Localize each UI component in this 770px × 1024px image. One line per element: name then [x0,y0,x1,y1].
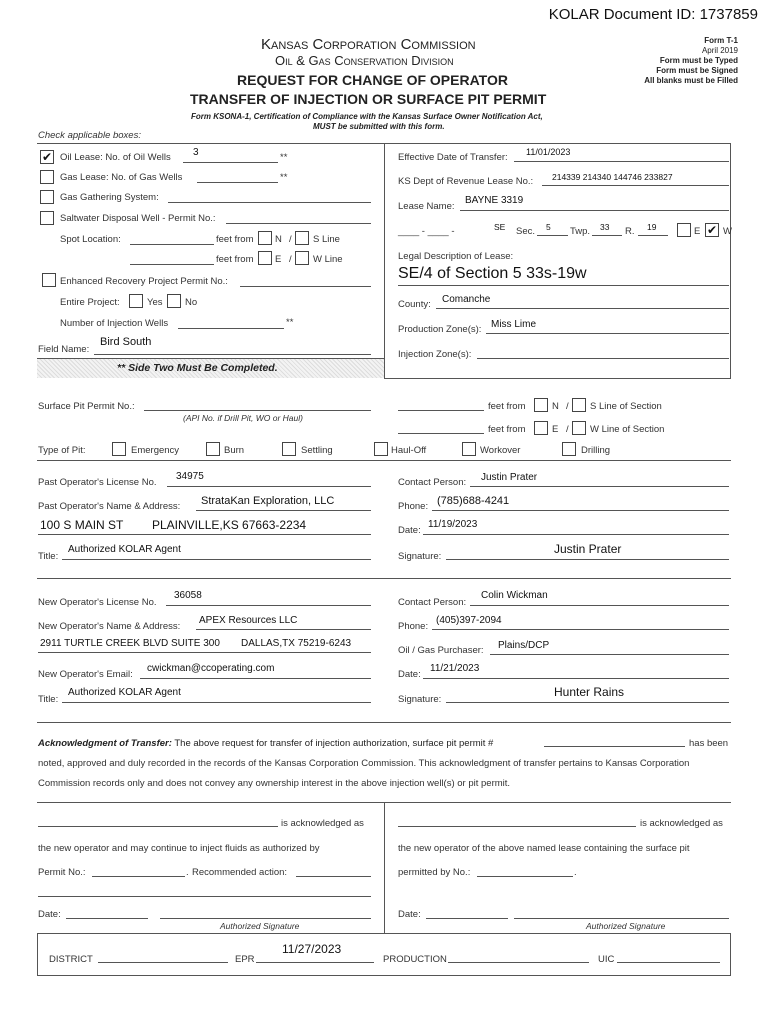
new-signature-label: Signature: [398,694,442,705]
field-name-label: Field Name: [38,344,90,355]
past-contact-label: Contact Person: [398,477,467,488]
new-email-label: New Operator's Email: [38,669,133,680]
range-e-checkbox[interactable] [677,223,691,237]
past-contact-value[interactable]: Justin Prater [481,472,538,483]
footer-uic-label: UIC [598,954,615,965]
spot-w-checkbox[interactable] [295,251,309,265]
api-note: (API No. if Drill Pit, WO or Haul) [183,413,303,423]
gas-gathering-label: Gas Gathering System: [60,192,159,203]
location-quarters: ____ - ____ - [398,226,455,237]
past-signature-label: Signature: [398,551,442,562]
purchaser-value[interactable]: Plains/DCP [498,640,550,651]
past-address-value[interactable]: 100 S MAIN ST [40,518,124,532]
ack-text-1: The above request for transfer of injection authorization, surface pit permit # [171,738,494,749]
pit-type-hauloff-label: Haul-Off [391,445,427,456]
gas-wells-note: ** [280,172,288,183]
ack-left-date-label: Date: [38,909,61,920]
past-name-value[interactable]: StrataKan Exploration, LLC [201,495,335,507]
ack-has-been: has been [689,738,729,749]
range-w-checkbox[interactable]: ✔ [706,223,718,237]
num-injection-wells-label: Number of Injection Wells [60,318,169,329]
footer-district-label: DISTRICT [49,954,93,965]
pit-e-label: E [552,424,559,435]
frame-mid-divider [384,143,385,378]
entire-no-label: No [185,297,198,308]
past-title-label: Title: [38,551,59,562]
form-date: April 2019 [701,46,738,55]
ack-permitted-by-label: permitted by No.: [398,867,471,878]
ack-left-is-acknowledged: is acknowledged as [281,818,364,829]
past-date-value[interactable]: 11/19/2023 [428,519,478,530]
erp-checkbox[interactable] [42,273,56,287]
subtitle-line-1: Form KSONA-1, Certification of Compliance with the Kansas Surface Owner Notification Act, [191,112,543,121]
oil-lease-checkbox[interactable]: ✔ [41,150,53,164]
subtitle-line-2: MUST be submitted with this form. [313,122,445,131]
entire-no-checkbox[interactable] [167,294,181,308]
township-label: Twp. [570,226,591,237]
spot-feet-from-ew: feet from [216,254,254,265]
spot-s-label: S Line [313,234,340,245]
side-two-note: ** Side Two Must Be Completed. [117,362,278,374]
pit-s-checkbox[interactable] [572,398,586,412]
title-line-1: REQUEST FOR CHANGE OF OPERATOR [237,72,508,88]
ack-right-date-label: Date: [398,909,421,920]
check-boxes-label: Check applicable boxes: [38,130,141,141]
entire-yes-label: Yes [147,297,163,308]
agency-name: Kansas Corporation Commission [261,36,476,53]
new-city-value[interactable]: DALLAS,TX 75219-6243 [241,638,352,649]
ack-left-new-operator: the new operator and may continue to inject fluids as authorized by [38,843,320,854]
footer-production-label: PRODUCTION [383,954,447,965]
past-date-label: Date: [398,525,421,536]
legal-description-label: Legal Description of Lease: [398,251,514,262]
past-license-label: Past Operator's License No. [38,477,157,488]
footer-epr-date[interactable]: 11/27/2023 [282,942,342,956]
swd-checkbox[interactable] [40,211,54,225]
pit-type-drilling-checkbox[interactable] [562,442,576,456]
revenue-lease-value[interactable]: 214339 214340 144746 233827 [552,172,673,182]
pit-type-label: Type of Pit: [38,445,86,456]
spot-e-checkbox[interactable] [258,251,272,265]
pit-type-burn-label: Burn [224,445,245,456]
form-note-typed: Form must be Typed [659,56,738,65]
ack-left-authorized-signature: Authorized Signature [220,921,300,931]
spot-feet-from-ns: feet from [216,234,254,245]
pit-type-burn-checkbox[interactable] [206,442,220,456]
field-name-value[interactable]: Bird South [100,336,152,348]
new-title-value[interactable]: Authorized KOLAR Agent [68,687,181,698]
pit-e-checkbox[interactable] [534,421,548,435]
pit-n-checkbox[interactable] [534,398,548,412]
purchaser-label: Oil / Gas Purchaser: [398,645,484,656]
new-title-label: Title: [38,694,59,705]
new-name-value[interactable]: APEX Resources LLC [199,615,298,626]
pit-type-workover-label: Workover [480,445,521,456]
pit-type-drilling-label: Drilling [581,445,611,456]
new-contact-value[interactable]: Colin Wickman [481,590,548,601]
pit-feet-from-ns: feet from [488,401,526,412]
pit-type-settling-checkbox[interactable] [282,442,296,456]
township-value[interactable]: 33 [600,222,610,232]
ack-right-new-operator: the new operator of the above named lease containing the surface pit [398,843,690,854]
pit-type-emergency-label: Emergency [131,445,180,456]
ack-paragraph-line-1 [38,738,493,749]
ack-heading: Acknowledgment of Transfer: [38,738,172,749]
range-label: R. [625,226,635,237]
new-phone-label: Phone: [398,621,429,632]
spot-n-label: N [275,234,282,245]
num-injection-note: ** [286,317,294,328]
county-value[interactable]: Comanche [442,294,491,305]
effective-date-value[interactable]: 11/01/2023 [526,147,571,157]
form-note-filled: All blanks must be Filled [644,76,738,85]
lease-name-label: Lease Name: [398,201,455,212]
ack-right-authorized-signature: Authorized Signature [586,921,666,931]
pit-w-checkbox[interactable] [572,421,586,435]
division-name: Oil & Gas Conservation Division [275,53,454,68]
footer-epr-label: EPR [235,954,255,965]
past-city-value[interactable]: PLAINVILLE,KS 67663-2234 [152,518,307,532]
ack-permit-no-label: Permit No.: [38,867,86,878]
pit-type-settling-label: Settling [301,445,333,456]
section-label: Sec. [516,226,536,237]
location-quarter-value[interactable]: SE [494,222,506,232]
revenue-lease-label: KS Dept of Revenue Lease No.: [398,176,534,187]
pit-n-label: N [552,401,559,412]
swd-label: Saltwater Disposal Well - Permit No.: [60,213,216,224]
gas-lease-checkbox[interactable] [40,170,54,184]
oil-lease-label: Oil Lease: No. of Oil Wells [60,152,171,163]
new-name-label: New Operator's Name & Address: [38,621,181,632]
pit-feet-from-ew: feet from [488,424,526,435]
ack-text-2: noted, approved and duly recorded in the records of the Kansas Corporation Commission. This acknowledgment of transfer pertains to Kansas Corporation [38,758,690,769]
gas-gathering-checkbox[interactable] [40,190,54,204]
spot-location-label: Spot Location: [60,234,121,245]
new-phone-value[interactable]: (405)397-2094 [436,615,502,626]
new-license-value[interactable]: 36058 [174,590,202,601]
pit-s-label: S Line of Section [590,401,662,412]
lease-name-value[interactable]: BAYNE 3319 [465,195,524,206]
new-date-value[interactable]: 11/21/2023 [430,663,480,674]
past-name-label: Past Operator's Name & Address: [38,501,181,512]
new-contact-label: Contact Person: [398,597,467,608]
new-date-label: Date: [398,669,421,680]
range-value[interactable]: 19 [647,222,657,232]
spot-n-checkbox[interactable] [258,231,272,245]
pit-type-hauloff-checkbox[interactable] [374,442,388,456]
past-title-value[interactable]: Authorized KOLAR Agent [68,544,181,555]
effective-date-label: Effective Date of Transfer: [398,152,508,163]
past-license-value[interactable]: 34975 [176,471,204,482]
entire-project-label: Entire Project: [60,297,120,308]
range-w-label: W [723,226,732,237]
spot-s-checkbox[interactable] [295,231,309,245]
gas-lease-label: Gas Lease: No. of Gas Wells [60,172,183,183]
past-signature-value[interactable]: Justin Prater [554,542,622,556]
entire-yes-checkbox[interactable] [129,294,143,308]
spot-e-label: E [275,254,282,265]
production-zone-label: Production Zone(s): [398,324,482,335]
pit-type-workover-checkbox[interactable] [462,442,476,456]
form-number: Form T-1 [704,36,738,45]
ack-recommended-action-label: Recommended action: [192,867,288,878]
title-line-2: TRANSFER OF INJECTION OR SURFACE PIT PERMIT [190,91,547,107]
injection-zone-label: Injection Zone(s): [398,349,472,360]
frame-right [730,143,731,378]
section-value[interactable]: 5 [546,222,551,232]
past-phone-label: Phone: [398,501,429,512]
legal-description-value[interactable]: SE/4 of Section 5 33s-19w [398,265,587,282]
oil-wells-count[interactable]: 3 [193,147,199,158]
form-note-signed: Form must be Signed [656,66,738,75]
surface-pit-label: Surface Pit Permit No.: [38,401,135,412]
document-id: KOLAR Document ID: 1737859 [548,6,758,23]
range-e-label: E [694,226,701,237]
erp-label: Enhanced Recovery Project Permit No.: [60,276,228,287]
new-signature-value[interactable]: Hunter Rains [554,685,625,699]
ack-text-3: Commission records only and does not convey any ownership interest in the above injection well(s) or pit permit. [38,778,511,789]
ack-right-is-acknowledged: is acknowledged as [640,818,723,829]
county-label: County: [398,299,431,310]
new-license-label: New Operator's License No. [38,597,157,608]
spot-w-label: W Line [313,254,343,265]
pit-w-label: W Line of Section [590,424,665,435]
production-zone-value[interactable]: Miss Lime [491,319,537,330]
pit-type-emergency-checkbox[interactable] [112,442,126,456]
new-address-value[interactable]: 2911 TURTLE CREEK BLVD SUITE 300 [40,638,220,649]
new-email-value[interactable]: cwickman@ccoperating.com [147,663,275,674]
oil-wells-note: ** [280,152,288,163]
past-phone-value[interactable]: (785)688-4241 [437,495,510,507]
